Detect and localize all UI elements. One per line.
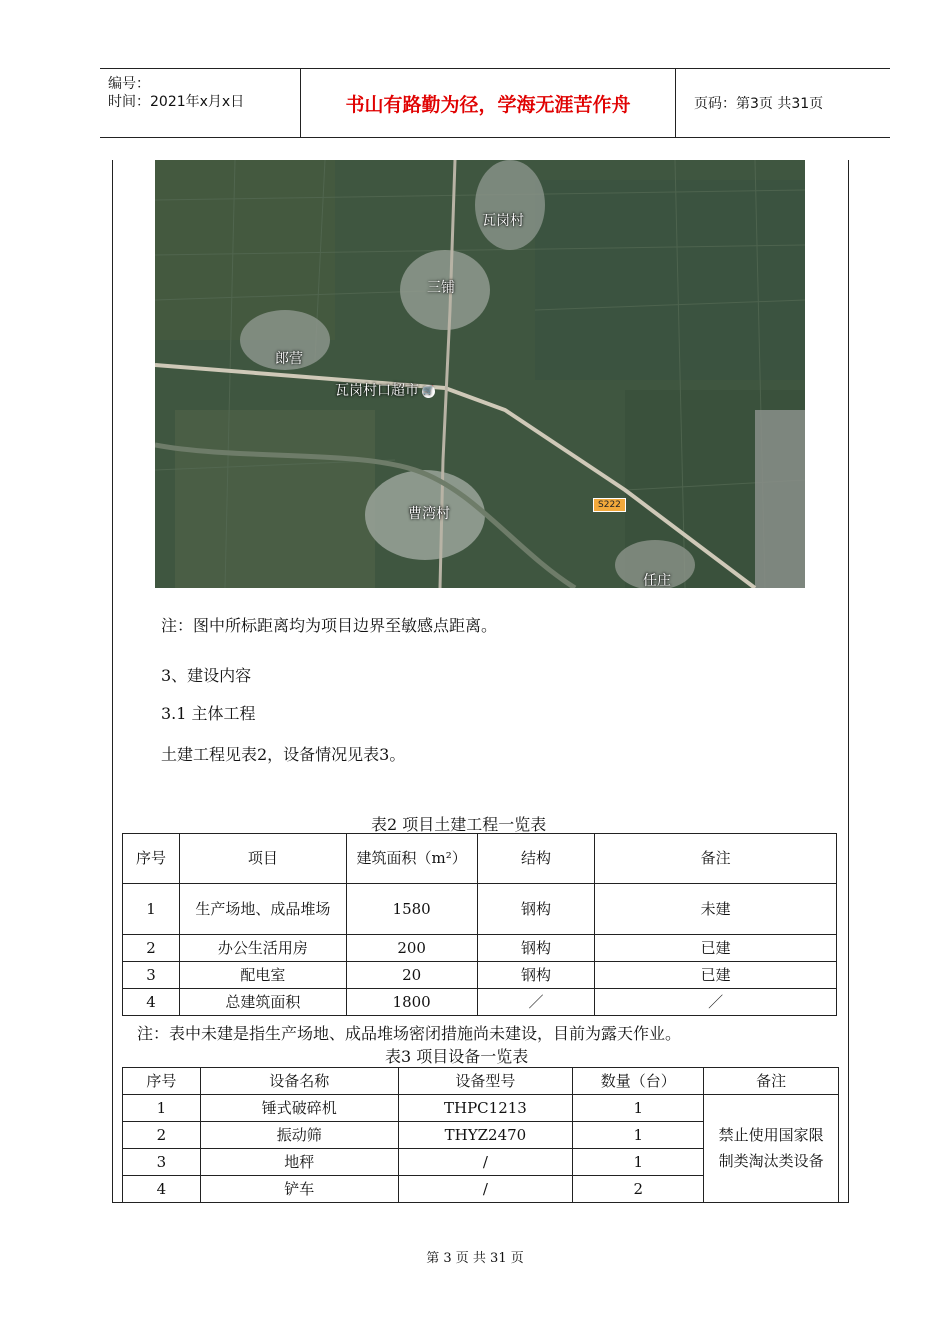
table2-caption: 表2 项目土建工程一览表 [371, 815, 547, 834]
table-cell: 锤式破碎机 [200, 1095, 398, 1122]
table-cell: 1 [573, 1095, 704, 1122]
page-header [100, 68, 890, 138]
header-page-label [686, 69, 890, 137]
number-label: 编号： [108, 76, 150, 92]
table3-header-row [123, 1068, 839, 1095]
road-shield-s222: S222 [593, 498, 626, 512]
table-cell: / [398, 1149, 573, 1176]
map-note: 注：图中所标距离均为项目边界至敏感点距离。 [161, 616, 498, 635]
map-label-sanpu: 三铺 [427, 280, 455, 296]
table-cell: 振动筛 [200, 1122, 398, 1149]
shopping-cart-icon: 🛒 [422, 385, 435, 396]
table-cell: 3 [123, 1149, 201, 1176]
table-cell: 地秤 [200, 1149, 398, 1176]
table3 [122, 1067, 839, 1203]
supermarket-name: 瓦岗村口超市 [335, 383, 419, 399]
table-cell: 1 [573, 1149, 704, 1176]
table-cell: 钢构 [477, 884, 595, 935]
table-cell: 钢构 [477, 962, 595, 989]
table3-header: 备注 [704, 1068, 839, 1095]
table-cell: 总建筑面积 [179, 989, 346, 1016]
intro-paragraph: 土建工程见表2，设备情况见表3。 [161, 745, 406, 764]
table-cell: THYZ2470 [398, 1122, 573, 1149]
table-cell: 2 [123, 1122, 201, 1149]
table-cell: THPC1213 [398, 1095, 573, 1122]
table-cell: 20 [346, 962, 477, 989]
table-cell: 4 [123, 989, 180, 1016]
table-cell: ／ [595, 989, 837, 1016]
table-row [123, 1095, 839, 1122]
table-cell: / [398, 1176, 573, 1203]
table-cell: 铲车 [200, 1176, 398, 1203]
table2-header: 项目 [179, 834, 346, 884]
table2-header-row [123, 834, 837, 884]
map-label-wagang: 瓦岗村 [482, 213, 524, 229]
page-label-text: 页码：第3页 共31页 [694, 96, 824, 112]
table-cell: 1 [123, 1095, 201, 1122]
table-cell: 1580 [346, 884, 477, 935]
table-cell: 办公生活用房 [179, 935, 346, 962]
page-footer: 第 3 页 共 31 页 [426, 1251, 524, 1266]
table3-header: 数量（台） [573, 1068, 704, 1095]
table-cell: 生产场地、成品堆场 [179, 884, 346, 935]
table-row [123, 962, 837, 989]
table-row [123, 884, 837, 935]
table-cell: ／ [477, 989, 595, 1016]
table-cell: 200 [346, 935, 477, 962]
table-cell: 3 [123, 962, 180, 989]
table3-caption: 表3 项目设备一览表 [385, 1047, 529, 1066]
section-heading-3: 3、建设内容 [161, 666, 252, 685]
table2-header: 结构 [477, 834, 595, 884]
table-row [123, 989, 837, 1016]
map-label-langying: 郎营 [275, 351, 303, 367]
table3-header: 序号 [123, 1068, 201, 1095]
table2-header: 序号 [123, 834, 180, 884]
table-cell: 4 [123, 1176, 201, 1203]
table-cell: 1 [123, 884, 180, 935]
map-image [155, 160, 805, 588]
map-label-supermarket [335, 380, 435, 400]
satellite-map [155, 160, 805, 588]
header-motto: 书山有路勤为径，学海无涯苦作舟 [301, 69, 676, 137]
table-cell: 1 [573, 1122, 704, 1149]
table-cell: 已建 [595, 935, 837, 962]
table-cell: 配电室 [179, 962, 346, 989]
table3-header: 设备名称 [200, 1068, 398, 1095]
map-label-caowan: 曹湾村 [408, 506, 450, 522]
table2-header: 备注 [595, 834, 837, 884]
table3-header: 设备型号 [398, 1068, 573, 1095]
table3-remark: 禁止使用国家限制类淘汰类设备 [704, 1095, 839, 1203]
time-label: 时间：2021年x月x日 [108, 94, 245, 110]
table-row [123, 935, 837, 962]
table-cell: 未建 [595, 884, 837, 935]
header-meta [100, 69, 301, 137]
table-cell: 钢构 [477, 935, 595, 962]
table-cell: 1800 [346, 989, 477, 1016]
table-cell: 已建 [595, 962, 837, 989]
table2 [122, 833, 837, 1016]
section-heading-3-1: 3.1 主体工程 [161, 704, 256, 723]
table-cell: 2 [573, 1176, 704, 1203]
table2-note: 注：表中未建是指生产场地、成品堆场密闭措施尚未建设，目前为露天作业。 [137, 1024, 682, 1043]
table2-header: 建筑面积（m²） [346, 834, 477, 884]
map-label-renzhuang: 任庄 [643, 573, 671, 588]
table-cell: 2 [123, 935, 180, 962]
